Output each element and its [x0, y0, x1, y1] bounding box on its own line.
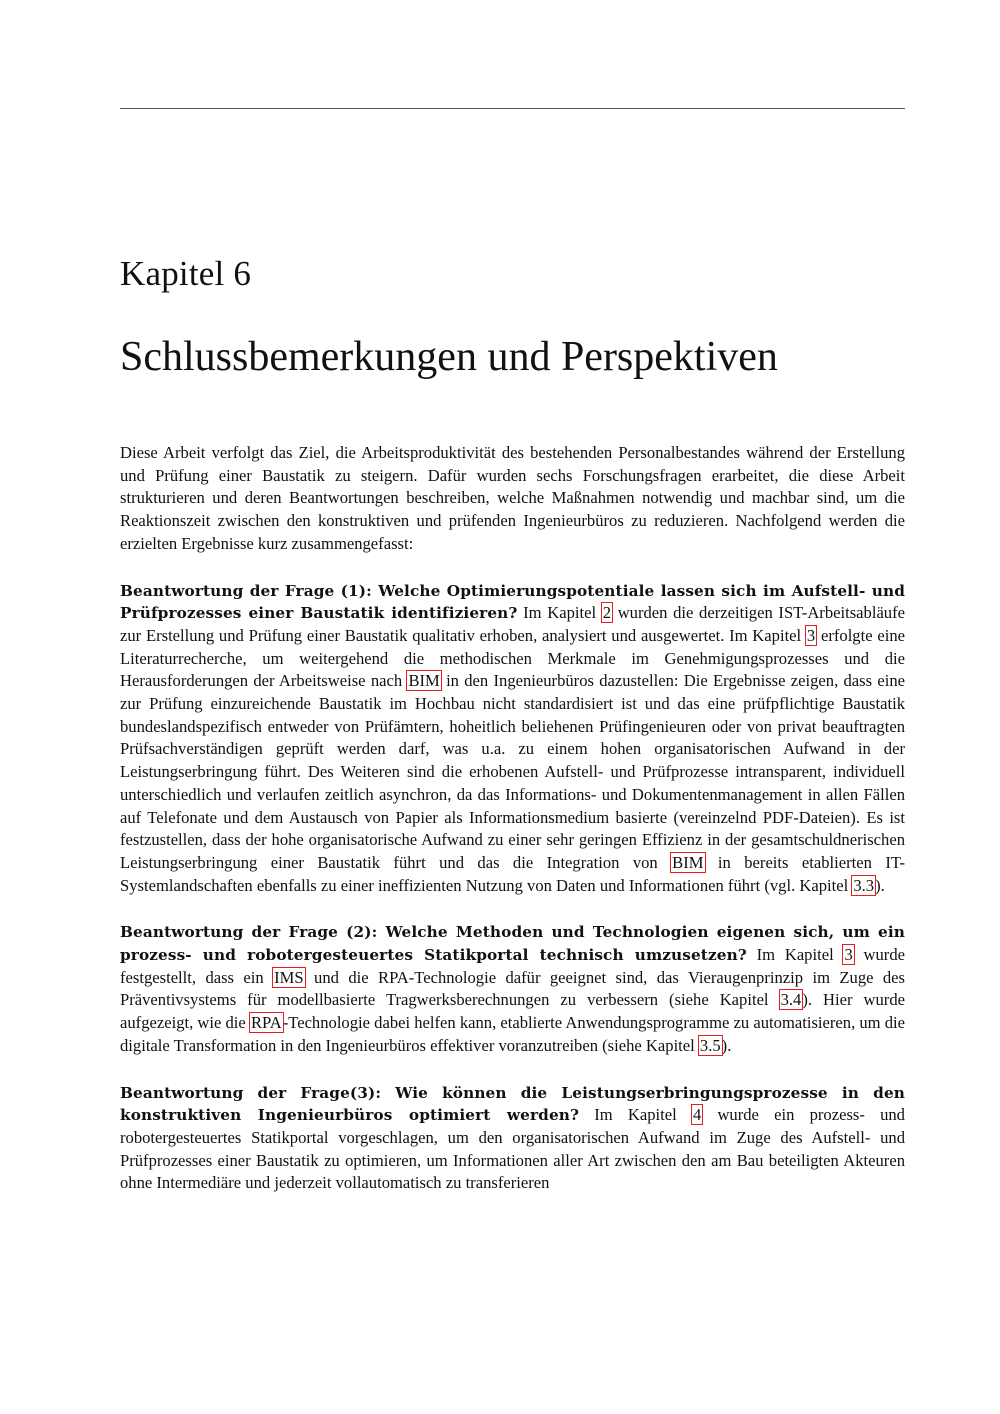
- answer-3-heading: Beantwortung der Frage(3): Wie können die Leistungserbringungsprozesse in den konstruktiven Ingenieurbüros optimiert werden?: [120, 1083, 905, 1125]
- ref-ims-acronym[interactable]: IMS: [274, 967, 304, 987]
- answer-1-heading: Beantwortung der Frage (1): Welche Optimierungspotentiale lassen sich im Aufstell- und Prüfprozesses einer Baustatik identifizieren?: [120, 581, 905, 623]
- ref-kapitel-3-4[interactable]: 3.4: [780, 990, 802, 1010]
- chapter-body: [120, 442, 905, 1219]
- ref-bim-acronym[interactable]: BIM: [672, 852, 704, 872]
- ref-kapitel-3[interactable]: 3: [844, 945, 853, 965]
- answer-1-paragraph: Beantwortung der Frage (1): Welche Optimierungspotentiale lassen sich im Aufstell- und Prüfprozesses einer Baustatik identifizieren? Im Kapitel 2 wurden die derzeitigen IST-Arbeitsabläufe zur Erstellung und Prüfung einer Baustatik qualitativ erhoben, analysiert und ausgewertet. Im Kapitel 3 erfolgte eine Literaturrecherche, um weitergehend die methodischen Merkmale im Genehmigungsprozesses und die Herausforderungen der Arbeitsweise nach BIM in den Ingenieurbüros dazustellen: Die Ergebnisse zeigen, dass eine zur Prüfung einzureichende Baustatik im Hochbau nicht standardisiert ist und das eine prüfpflichtige Baustatik bundeslandspezifisch entweder von Prüfämtern, hoheitlich beliehenen Prüfingenieuren oder von privat beauftragten Prüfsachverständigen geprüft werden darf, was u.a. zu einem hohen organisatorischen Aufwand in der Leistungserbringung führt. Des Weiteren sind die erhobenen Aufstell- und Prüfprozesse intransparent, individuell unterschiedlich und verlaufen zeitlich asynchron, da das Informations- und Dokumentenmanagement in allen Fällen auf Telefonate und dem Austausch von Papier als Informationsmedium basierte (vereinzelnd PDF-Dateien). Es ist festzustellen, dass der hohe organisatorische Aufwand zu einer sehr geringen Effizienz in der gesamtschuldnerischen Leistungserbringung einer Baustatik führt und das die Integration von BIM in bereits etablierten IT-Systemlandschaften ebenfalls zu einer ineffizienten Nutzung von Daten und Informationen führt (vgl. Kapitel 3.3).: [120, 581, 906, 895]
- chapter-title: Schlussbemerkungen und Perspektiven: [120, 334, 778, 380]
- ref-bim-acronym[interactable]: BIM: [408, 671, 440, 691]
- answer-2-paragraph: Beantwortung der Frage (2): Welche Methoden und Technologien eigenen sich, um ein prozess- und robotergesteuertes Statikportal technisch umzusetzen? Im Kapitel 3 wurde festgestellt, dass ein IMS und die RPA-Technologie dafür geeignet sind, das Vieraugenprinzip im Zuge des Präventivsystems für modellbasierte Tragwerksberechnungen zu verbessern (siehe Kapitel 3.4). Hier wurde aufgezeigt, wie die RPA-Technologie dabei helfen kann, etablierte Anwendungsprogramme zu automatisieren, um die digitale Transformation in den Ingenieurbüros effektiver voranzutreiben (siehe Kapitel 3.5).: [120, 923, 906, 1055]
- ref-rpa-acronym[interactable]: RPA: [250, 1013, 282, 1033]
- ref-kapitel-2[interactable]: 2: [602, 603, 612, 623]
- answer-3-paragraph: Beantwortung der Frage(3): Wie können die Leistungserbringungsprozesse in den konstruktiven Ingenieurbüros optimiert werden? Im Kapitel 4 wurde ein prozess- und robotergesteuertes Statikportal vorgeschlagen, um den organisatorischen Aufwand im Zuge des Aufstell- und Prüfprozesses einer Baustatik zu optimieren, um Informationen aller Art zwischen den am Bau beteiligten Akteuren ohne Intermediäre und jederzeit vollautomatisch zu transferieren: [120, 1083, 905, 1193]
- ref-kapitel-3[interactable]: 3: [806, 625, 816, 645]
- header-rule: [120, 108, 905, 109]
- chapter-label: Kapitel 6: [120, 254, 252, 293]
- intro-paragraph: Diese Arbeit verfolgt das Ziel, die Arbeitsproduktivität des bestehenden Personalbestandes während der Erstellung und Prüfung einer Baustatik zu steigern. Dafür wurden sechs Forschungsfragen erarbeitet, die diese Arbeit strukturieren und deren Beantwortungen beschreiben, welche Maßnahmen notwendig und machbar sind, um die Reaktionszeit zwischen den konstruktiven und prüfenden Ingenieurbüros zu reduzieren. Nachfolgend werden die erzielten Ergebnisse kurz zusammengefasst:: [120, 443, 905, 553]
- ref-kapitel-4[interactable]: 4: [692, 1105, 702, 1125]
- ref-kapitel-3-3[interactable]: 3.3: [853, 875, 875, 895]
- ref-kapitel-3-5[interactable]: 3.5: [699, 1035, 721, 1055]
- answer-2-heading: Beantwortung der Frage (2): Welche Methoden und Technologien eigenen sich, um ein prozess- und robotergesteuertes Statikportal technisch umzusetzen?: [120, 923, 905, 965]
